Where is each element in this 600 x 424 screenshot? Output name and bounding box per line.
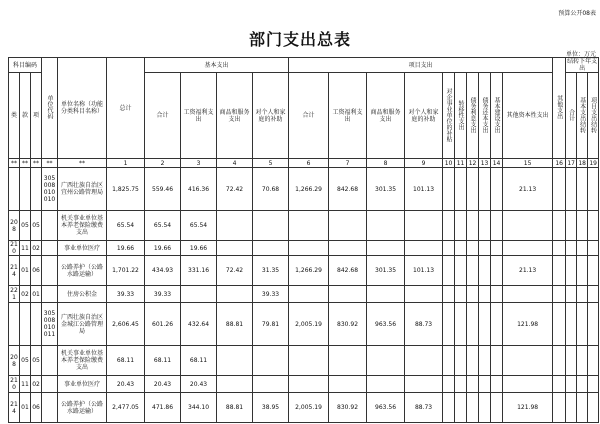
- cell-p-wage: 842.68: [329, 168, 367, 211]
- cell-p-personal: [405, 346, 443, 376]
- empty-cell: [455, 211, 467, 241]
- cell-b-wage: 416.36: [181, 168, 217, 211]
- cell-b-personal: 79.81: [253, 303, 289, 346]
- cell-lei: 208: [9, 211, 20, 241]
- cell-code: [42, 256, 58, 286]
- empty-cell: [491, 393, 503, 423]
- cell-p-capital-other: [503, 376, 553, 393]
- empty-cell: [491, 211, 503, 241]
- cell-b-total: 19.66: [145, 241, 181, 256]
- table-row: [9, 286, 599, 303]
- empty-cell: [553, 376, 566, 393]
- cell-b-goods: [217, 211, 253, 241]
- column-index-cell: 16: [553, 159, 566, 168]
- cell-b-goods: [217, 241, 253, 256]
- cell-p-total: 2,005.19: [289, 393, 329, 423]
- header-project: 项目支出: [289, 58, 553, 73]
- header-basic-total: 合计: [145, 73, 181, 159]
- column-index-cell: 14: [491, 159, 503, 168]
- empty-cell: [553, 303, 566, 346]
- cell-p-total: [289, 376, 329, 393]
- cell-b-personal: 31.35: [253, 256, 289, 286]
- cell-kuan: [20, 168, 31, 211]
- cell-name: 事业单位医疗: [58, 241, 107, 256]
- empty-cell: [491, 168, 503, 211]
- empty-cell: [479, 211, 491, 241]
- empty-cell: [588, 256, 599, 286]
- cell-lei: 214: [9, 393, 20, 423]
- empty-cell: [443, 286, 455, 303]
- cell-b-goods: [217, 286, 253, 303]
- empty-cell: [588, 346, 599, 376]
- empty-cell: [467, 211, 479, 241]
- empty-cell: [443, 211, 455, 241]
- empty-cell: [479, 241, 491, 256]
- empty-cell: [588, 211, 599, 241]
- empty-cell: [479, 393, 491, 423]
- column-index-row: [9, 159, 599, 168]
- empty-cell: [553, 346, 566, 376]
- column-index-cell: 15: [503, 159, 553, 168]
- empty-cell: [443, 393, 455, 423]
- cell-p-wage: 830.92: [329, 393, 367, 423]
- cell-kuan: 01: [20, 393, 31, 423]
- cell-xiang: 06: [31, 393, 42, 423]
- cell-lei: 208: [9, 346, 20, 376]
- cell-lei: [9, 303, 20, 346]
- cell-lei: 210: [10, 377, 18, 391]
- cell-b-personal: 39.33: [253, 286, 289, 303]
- cell-name: 事业单位医疗: [58, 376, 107, 393]
- cell-code: [42, 376, 58, 393]
- cell-code: 305008010011: [42, 303, 58, 346]
- cell-b-wage: 331.16: [181, 256, 217, 286]
- cell-total: 2,477.05: [107, 393, 145, 423]
- cell-b-wage: [181, 286, 217, 303]
- cell-kuan: 01: [20, 256, 31, 286]
- cell-p-personal: 88.73: [405, 303, 443, 346]
- cell-xiang: 01: [31, 286, 42, 303]
- empty-cell: [491, 376, 503, 393]
- empty-cell: [479, 286, 491, 303]
- header-kuan: 款: [20, 73, 31, 159]
- cell-total: 39.33: [107, 286, 145, 303]
- form-number: 预算公开08表: [558, 10, 596, 17]
- empty-cell: [479, 256, 491, 286]
- empty-cell: [443, 346, 455, 376]
- cell-p-capital-other: [503, 286, 553, 303]
- empty-cell: [577, 256, 588, 286]
- empty-cell: [553, 211, 566, 241]
- cell-p-personal: 88.73: [405, 393, 443, 423]
- column-index-cell: 8: [367, 159, 405, 168]
- cell-code: 305008010010: [42, 168, 58, 211]
- column-index-cell: 5: [253, 159, 289, 168]
- header-project-total: 合计: [289, 73, 329, 159]
- column-index-cell: 1: [107, 159, 145, 168]
- cell-total: 2,606.45: [107, 303, 145, 346]
- header-project-capital-other: 其他资本性支出: [503, 73, 553, 159]
- cell-b-total: 39.33: [145, 286, 181, 303]
- cell-p-wage: [329, 376, 367, 393]
- empty-cell: [455, 256, 467, 286]
- cell-b-total: 68.11: [145, 346, 181, 376]
- table-body: [9, 168, 599, 423]
- cell-name: 公路养护（公路水路运输）: [58, 393, 107, 423]
- cell-p-wage: [329, 241, 367, 256]
- header-project-debt-repay: 债务还本支出: [479, 73, 491, 159]
- empty-cell: [479, 168, 491, 211]
- header-other: 其他支出: [553, 58, 566, 159]
- cell-p-personal: [405, 211, 443, 241]
- header-unit-code: 单位代码: [42, 58, 58, 159]
- cell-code: [42, 286, 58, 303]
- cell-xiang: [31, 303, 42, 346]
- empty-cell: [588, 168, 599, 211]
- empty-cell: [443, 256, 455, 286]
- column-index-cell: **: [31, 159, 42, 168]
- header-carry-basic: 基本支出结转: [577, 73, 588, 159]
- cell-b-personal: [253, 376, 289, 393]
- empty-cell: [566, 256, 577, 286]
- cell-b-personal: [253, 211, 289, 241]
- cell-kuan: 02: [20, 286, 31, 303]
- cell-name: 机关事业单位基本养老保险缴费支出: [58, 211, 107, 241]
- cell-p-total: 1,266.29: [289, 256, 329, 286]
- header-basic-personal: 对个人和家庭的补助: [253, 73, 289, 159]
- unit-label: 单位：万元: [565, 51, 596, 58]
- cell-kuan: 05: [20, 346, 31, 376]
- empty-cell: [577, 303, 588, 346]
- cell-b-total: 471.86: [145, 393, 181, 423]
- empty-cell: [566, 211, 577, 241]
- cell-p-wage: [329, 346, 367, 376]
- empty-cell: [577, 376, 588, 393]
- empty-cell: [588, 286, 599, 303]
- cell-p-personal: [405, 286, 443, 303]
- header-basic-wage: 工资福利支出: [181, 73, 217, 159]
- cell-p-total: 2,005.19: [289, 303, 329, 346]
- empty-cell: [566, 303, 577, 346]
- cell-total: 1,701.22: [107, 256, 145, 286]
- empty-cell: [566, 286, 577, 303]
- cell-p-personal: 101.13: [405, 168, 443, 211]
- empty-cell: [467, 376, 479, 393]
- cell-p-total: [289, 211, 329, 241]
- empty-cell: [566, 241, 577, 256]
- cell-p-capital-other: 121.98: [503, 393, 553, 423]
- cell-xiang: 02: [31, 241, 42, 256]
- cell-name: 住房公积金: [58, 286, 107, 303]
- empty-cell: [553, 241, 566, 256]
- cell-p-goods: 301.35: [367, 256, 405, 286]
- cell-p-total: [289, 241, 329, 256]
- empty-cell: [443, 376, 455, 393]
- cell-p-goods: 963.56: [367, 393, 405, 423]
- empty-cell: [553, 168, 566, 211]
- column-index-cell: 19: [589, 159, 597, 167]
- empty-cell: [577, 211, 588, 241]
- empty-cell: [467, 346, 479, 376]
- empty-cell: [588, 376, 599, 393]
- expenditure-table: [8, 57, 599, 423]
- cell-p-personal: 101.13: [405, 256, 443, 286]
- header-carry-project: 项目支出结转: [588, 73, 599, 159]
- empty-cell: [566, 346, 577, 376]
- cell-p-wage: [329, 211, 367, 241]
- column-index-cell: 11: [455, 159, 467, 168]
- cell-p-personal: [405, 376, 443, 393]
- table-row: [9, 303, 599, 346]
- cell-xiang: 06: [31, 256, 42, 286]
- table-row: [9, 256, 599, 286]
- cell-total: 19.66: [107, 241, 145, 256]
- table-row: [9, 168, 599, 211]
- empty-cell: [491, 303, 503, 346]
- cell-p-wage: [329, 286, 367, 303]
- header-subject-code: 科目编码: [9, 58, 42, 73]
- cell-p-total: [289, 346, 329, 376]
- column-index-cell: 2: [145, 159, 181, 168]
- cell-b-personal: [253, 241, 289, 256]
- cell-p-wage: 830.92: [329, 303, 367, 346]
- cell-p-total: [289, 286, 329, 303]
- cell-b-total: 65.54: [145, 211, 181, 241]
- cell-name: 广西壮族自治区金城江公路管理局: [58, 303, 107, 346]
- cell-lei: [9, 168, 20, 211]
- cell-b-wage: 344.10: [181, 393, 217, 423]
- cell-p-capital-other: 21.13: [503, 168, 553, 211]
- header-project-enterprise: 对企事业单位的补贴: [443, 73, 455, 159]
- cell-p-capital-other: [503, 211, 553, 241]
- cell-name: 公路养护（公路水路运输）: [58, 256, 107, 286]
- empty-cell: [588, 393, 599, 423]
- header-project-capital-build: 基本建设支出: [491, 73, 503, 159]
- cell-lei: 221: [10, 287, 18, 301]
- empty-cell: [479, 376, 491, 393]
- empty-cell: [588, 303, 599, 346]
- cell-kuan: 11: [20, 376, 31, 393]
- cell-b-goods: 72.42: [217, 168, 253, 211]
- cell-b-personal: 70.68: [253, 168, 289, 211]
- header-project-personal: 对个人和家庭的补助: [405, 73, 443, 159]
- page-title: 部门支出总表: [248, 30, 351, 49]
- empty-cell: [577, 393, 588, 423]
- empty-cell: [455, 303, 467, 346]
- empty-cell: [455, 241, 467, 256]
- cell-p-capital-other: [503, 241, 553, 256]
- cell-lei: 214: [9, 256, 20, 286]
- empty-cell: [467, 286, 479, 303]
- empty-cell: [577, 346, 588, 376]
- cell-p-capital-other: [503, 346, 553, 376]
- column-index-cell: 9: [405, 159, 443, 168]
- cell-xiang: [31, 168, 42, 211]
- cell-total: 1,825.75: [107, 168, 145, 211]
- cell-b-wage: 68.11: [181, 346, 217, 376]
- cell-b-goods: 72.42: [217, 256, 253, 286]
- header-xiang: 项: [31, 73, 42, 159]
- cell-xiang: 02: [31, 376, 42, 393]
- empty-cell: [577, 241, 588, 256]
- column-index-cell: 17: [567, 159, 575, 167]
- cell-b-wage: 65.54: [181, 211, 217, 241]
- cell-p-goods: [367, 346, 405, 376]
- cell-b-total: 20.43: [145, 376, 181, 393]
- cell-p-goods: [367, 241, 405, 256]
- empty-cell: [455, 393, 467, 423]
- table-row: [9, 211, 599, 241]
- empty-cell: [455, 376, 467, 393]
- empty-cell: [467, 303, 479, 346]
- header-basic-goods: 商品和服务支出: [217, 73, 253, 159]
- empty-cell: [491, 286, 503, 303]
- cell-p-goods: [367, 211, 405, 241]
- cell-total: 68.11: [107, 346, 145, 376]
- empty-cell: [566, 393, 577, 423]
- empty-cell: [553, 286, 566, 303]
- cell-b-total: 601.26: [145, 303, 181, 346]
- column-index-cell: 6: [289, 159, 329, 168]
- empty-cell: [467, 241, 479, 256]
- column-index-cell: 18: [578, 159, 586, 167]
- cell-p-goods: 301.35: [367, 168, 405, 211]
- empty-cell: [566, 376, 577, 393]
- cell-kuan: [20, 303, 31, 346]
- header-lei: 类: [9, 73, 20, 159]
- column-index-cell: 12: [467, 159, 479, 168]
- cell-b-wage: 432.64: [181, 303, 217, 346]
- empty-cell: [479, 303, 491, 346]
- header-basic: 基本支出: [145, 58, 289, 73]
- cell-p-personal: [405, 241, 443, 256]
- header-unit-name: 单位名称（功能分类科目名称）: [58, 58, 107, 159]
- header-project-goods: 商品和服务支出: [367, 73, 405, 159]
- cell-code: [42, 393, 58, 423]
- empty-cell: [588, 241, 599, 256]
- cell-code: [42, 211, 58, 241]
- cell-b-total: 434.93: [145, 256, 181, 286]
- empty-cell: [553, 256, 566, 286]
- header-project-transfer: 转移性支出: [455, 73, 467, 159]
- column-index-cell: 7: [329, 159, 367, 168]
- cell-xiang: 05: [31, 346, 42, 376]
- cell-xiang: 05: [31, 211, 42, 241]
- cell-total: 20.43: [107, 376, 145, 393]
- empty-cell: [566, 168, 577, 211]
- table-row: [9, 241, 599, 256]
- column-index-cell: 13: [479, 159, 491, 168]
- empty-cell: [467, 256, 479, 286]
- empty-cell: [479, 346, 491, 376]
- cell-kuan: 11: [20, 241, 31, 256]
- header-project-debt-interest: 债务利息支出: [467, 73, 479, 159]
- empty-cell: [491, 241, 503, 256]
- empty-cell: [443, 303, 455, 346]
- cell-b-goods: [217, 376, 253, 393]
- table-row: [9, 393, 599, 423]
- table-row: [9, 346, 599, 376]
- column-index-cell: 4: [217, 159, 253, 168]
- cell-code: [42, 241, 58, 256]
- column-index-cell: 10: [443, 159, 455, 168]
- empty-cell: [443, 168, 455, 211]
- table-header: [9, 58, 599, 168]
- cell-p-capital-other: 121.98: [503, 303, 553, 346]
- cell-b-wage: 19.66: [181, 241, 217, 256]
- empty-cell: [553, 393, 566, 423]
- cell-total: 65.54: [107, 211, 145, 241]
- empty-cell: [455, 168, 467, 211]
- column-index-cell: **: [9, 159, 20, 168]
- cell-b-goods: 88.81: [217, 303, 253, 346]
- cell-p-total: 1,266.29: [289, 168, 329, 211]
- header-project-wage: 工资福利支出: [329, 73, 367, 159]
- column-index-cell: 3: [181, 159, 217, 168]
- empty-cell: [491, 256, 503, 286]
- empty-cell: [455, 286, 467, 303]
- empty-cell: [467, 168, 479, 211]
- header-carry-total: 合计: [566, 73, 577, 159]
- cell-b-goods: [217, 346, 253, 376]
- empty-cell: [577, 168, 588, 211]
- empty-cell: [491, 346, 503, 376]
- cell-p-goods: [367, 286, 405, 303]
- cell-name: 机关事业单位基本养老保险缴费支出: [58, 346, 107, 376]
- empty-cell: [577, 286, 588, 303]
- cell-code: [42, 346, 58, 376]
- empty-cell: [443, 241, 455, 256]
- cell-b-wage: 20.43: [181, 376, 217, 393]
- cell-b-personal: 38.95: [253, 393, 289, 423]
- cell-p-capital-other: 21.13: [503, 256, 553, 286]
- cell-p-wage: 842.68: [329, 256, 367, 286]
- cell-b-total: 559.46: [145, 168, 181, 211]
- cell-lei: 210: [10, 241, 18, 255]
- cell-p-goods: [367, 376, 405, 393]
- cell-b-goods: 88.81: [217, 393, 253, 423]
- column-index-cell: **: [20, 159, 31, 168]
- column-index-cell: **: [42, 159, 58, 168]
- column-index-cell: **: [58, 159, 107, 168]
- header-total: 总计: [107, 58, 145, 159]
- header-carry: 结转下年支出: [567, 58, 598, 72]
- table-row: [9, 376, 599, 393]
- empty-cell: [455, 346, 467, 376]
- empty-cell: [467, 393, 479, 423]
- cell-kuan: 05: [20, 211, 31, 241]
- cell-b-personal: [253, 346, 289, 376]
- cell-name: 广西壮族自治区宜州公路管理局: [58, 168, 107, 211]
- cell-p-goods: 963.56: [367, 303, 405, 346]
